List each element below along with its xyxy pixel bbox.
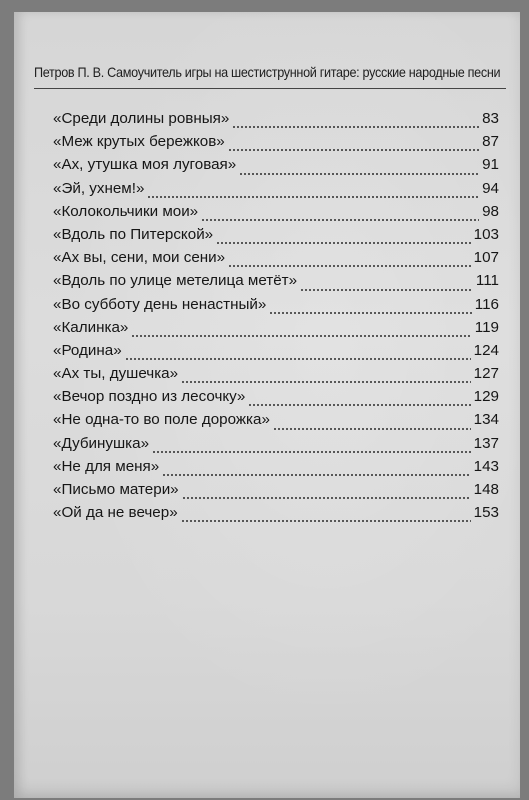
toc-entry-title: «Колокольчики мои»	[53, 202, 199, 220]
book-page	[14, 12, 520, 798]
toc-entry-page-number: 153	[473, 504, 499, 522]
toc-entry-title: «Вечор поздно из лесочку»	[53, 388, 246, 406]
toc-entry	[53, 342, 499, 365]
toc-entry	[53, 365, 499, 388]
toc-entry-title: «Не для меня»	[53, 457, 160, 475]
toc-entry-page-number: 83	[482, 110, 499, 127]
toc-entry-title: «Не одна-то во поле дорожка»	[53, 411, 270, 429]
toc-entry-page-number: 124	[473, 341, 499, 359]
dot-leader	[152, 451, 471, 453]
dot-leader	[232, 126, 479, 128]
toc-entry	[53, 203, 499, 226]
toc-entry	[53, 226, 499, 249]
toc-entry-title: «Ах ты, душечка»	[53, 365, 179, 383]
toc-entry-title: «Ой да не вечер»	[53, 504, 178, 522]
toc-entry-page-number: 91	[482, 156, 499, 174]
toc-entry-page-number: 107	[473, 249, 499, 267]
dot-leader	[216, 242, 471, 244]
toc-entry-page-number: 116	[474, 295, 499, 313]
toc-entry-title: «Во субботу день ненастный»	[53, 295, 267, 313]
toc-entry-title: «Эй, ухнем!»	[53, 179, 145, 197]
dot-leader	[239, 173, 479, 175]
dot-leader	[131, 335, 471, 337]
toc-entry-page-number: 87	[482, 133, 499, 151]
toc-entry-page-number: 94	[482, 179, 499, 197]
toc-entry	[53, 481, 499, 504]
dot-leader	[125, 358, 471, 360]
toc-entry-page-number: 103	[473, 225, 499, 243]
toc-entry-title: «Калинка»	[53, 318, 129, 336]
dot-leader	[269, 312, 471, 314]
dot-leader	[228, 149, 479, 151]
dot-leader	[181, 381, 471, 383]
dot-leader	[273, 428, 471, 430]
toc-entry-title: «Ах вы, сени, мои сени»	[53, 249, 226, 267]
toc-entry-title: «Вдоль по Питерской»	[53, 225, 214, 243]
toc-entry-title: «Среди долины ровныя»	[53, 110, 230, 127]
dot-leader	[201, 219, 479, 221]
dot-leader	[147, 196, 479, 198]
dot-leader	[162, 474, 470, 476]
running-head: Петров П. В. Самоучитель игры на шестиструнной гитаре: русские народные песни	[34, 65, 501, 80]
toc-entry-page-number: 129	[473, 388, 499, 406]
toc-entry	[53, 411, 499, 434]
toc-entry	[53, 110, 499, 133]
toc-entry	[53, 319, 499, 342]
toc-entry-page-number: 137	[473, 434, 499, 452]
toc-entry-page-number: 111	[475, 272, 499, 290]
toc-entry	[53, 435, 499, 458]
toc-entry-page-number: 127	[473, 365, 499, 383]
toc-entry-title: «Дубинушка»	[53, 434, 150, 452]
toc-entry-title: «Письмо матери»	[53, 481, 179, 498]
toc-entry-page-number: 119	[474, 318, 499, 336]
toc-entry	[53, 156, 499, 179]
toc-entry	[53, 458, 499, 481]
dot-leader	[182, 497, 471, 499]
toc-entry	[53, 133, 499, 156]
toc-entry-title: «Меж крутых бережков»	[53, 133, 225, 151]
toc-entry-page-number: 134	[473, 411, 499, 429]
toc-entry	[53, 272, 499, 295]
dot-leader	[300, 289, 473, 291]
toc-entry-title: «Родина»	[53, 341, 122, 359]
toc-entry-page-number: 98	[482, 202, 499, 220]
dot-leader	[248, 404, 470, 406]
toc-entry-title: «Ах, утушка моя луговая»	[53, 156, 237, 174]
toc-entry-title: «Вдоль по улице метелица метёт»	[53, 272, 298, 290]
header-rule	[34, 88, 506, 89]
dot-leader	[181, 520, 471, 522]
toc-entry	[53, 180, 499, 203]
toc-entry	[53, 388, 499, 411]
toc-entry-page-number: 148	[473, 481, 499, 498]
table-of-contents	[53, 110, 499, 527]
toc-entry	[53, 504, 499, 527]
toc-entry-page-number: 143	[473, 457, 499, 475]
dot-leader	[228, 265, 471, 267]
toc-entry	[53, 296, 499, 319]
toc-entry	[53, 249, 499, 272]
